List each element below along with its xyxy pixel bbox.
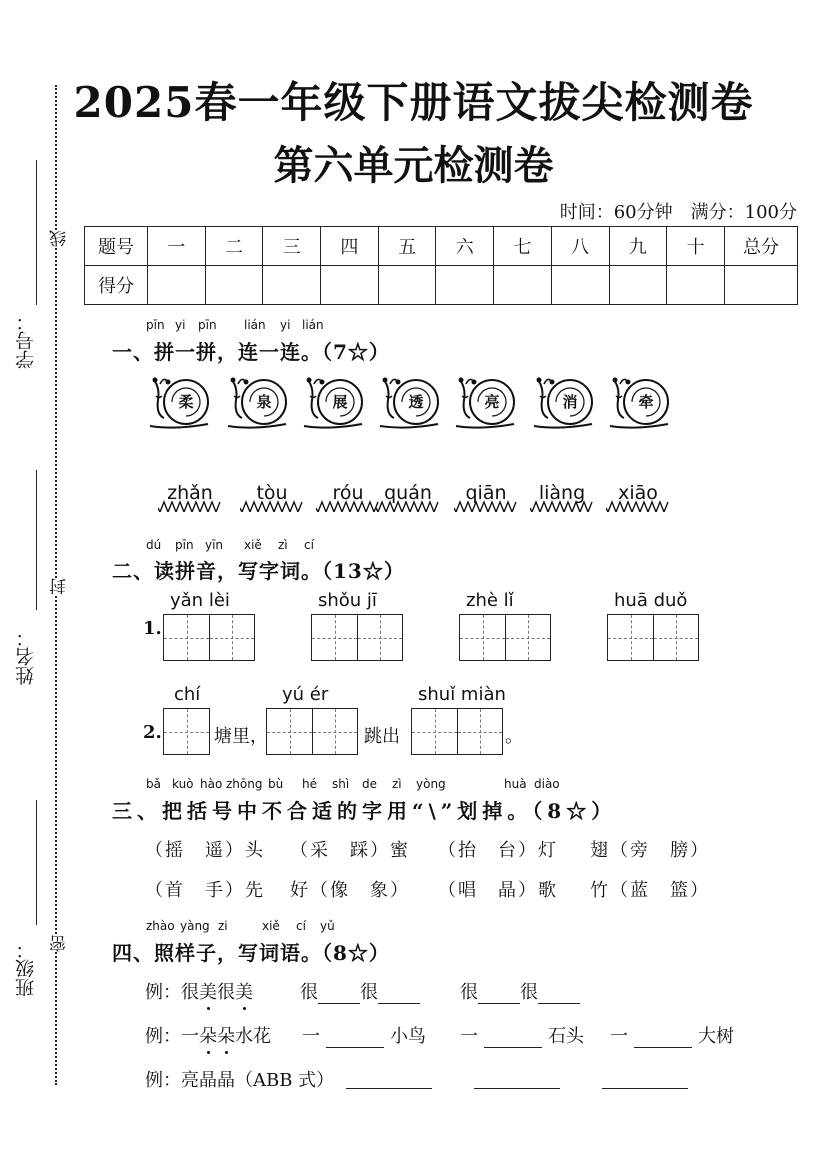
grid-pinyin-shouji: shǒu jī — [318, 590, 377, 611]
choice-item[interactable]: 竹（蓝 篮） — [590, 880, 710, 901]
grass-icon — [158, 500, 222, 512]
sec4-pinyin: zhào — [146, 919, 175, 933]
fill-hen-2[interactable]: 很 很 — [460, 978, 580, 1004]
column-5: 五 — [378, 227, 436, 266]
sec3-pinyin: hào — [200, 777, 223, 791]
example-1: 例：很美很美 — [145, 982, 253, 1003]
score-cell[interactable] — [321, 266, 379, 305]
column-3: 三 — [263, 227, 321, 266]
choice-item[interactable]: （首 手）先 — [145, 880, 265, 901]
writing-grid-shuimian[interactable] — [411, 708, 503, 755]
pinyin-option[interactable]: qiān — [465, 482, 507, 504]
pinyin-option[interactable]: róu — [332, 482, 364, 504]
class-label: 班级： — [15, 940, 37, 997]
pinyin-option[interactable]: xiāo — [618, 482, 658, 504]
score-cell[interactable] — [378, 266, 436, 305]
snail-character: 展 — [332, 393, 348, 411]
score-cell-total[interactable] — [725, 266, 798, 305]
grass-icon — [240, 500, 304, 512]
column-4: 四 — [321, 227, 379, 266]
snail-char-card[interactable] — [224, 374, 290, 430]
grid-pinyin-yuer: yú ér — [282, 684, 329, 705]
fill-hen-1[interactable]: 很 很 — [300, 978, 420, 1004]
snail-char-card[interactable] — [146, 374, 212, 430]
sec2-pinyin: dú — [146, 538, 162, 552]
writing-grid-shouji[interactable] — [311, 614, 403, 661]
seal-char-secret: 密 — [47, 935, 72, 952]
grid-pinyin-zheli: zhè lǐ — [466, 590, 514, 611]
name-write-line[interactable] — [36, 470, 37, 610]
student-id-label: 学号： — [15, 312, 37, 369]
sec2-pinyin: zì — [278, 538, 288, 552]
abb-blank-1[interactable] — [346, 1068, 432, 1089]
seal-char-line: 线 — [47, 230, 72, 247]
text-period: 。 — [505, 726, 523, 747]
writing-grid-yuer[interactable] — [266, 708, 358, 755]
score-cell[interactable] — [667, 266, 725, 305]
column-9: 九 — [609, 227, 667, 266]
sec4-pinyin: zi — [218, 919, 228, 933]
sec3-pinyin: bù — [268, 777, 284, 791]
snail-character: 牵 — [638, 393, 654, 411]
sec3-pinyin: de — [362, 777, 377, 791]
column-8: 八 — [551, 227, 609, 266]
pinyin-option[interactable]: tòu — [256, 482, 288, 504]
snail-character: 柔 — [178, 393, 194, 411]
sec3-pinyin: bǎ — [146, 777, 161, 791]
section-3-heading: 三、把括号中不合适的字用“\”划掉。（8☆） — [112, 799, 617, 823]
class-write-line[interactable] — [36, 800, 37, 925]
sec2-pinyin: cí — [304, 538, 314, 552]
name-label: 姓名： — [15, 628, 37, 685]
writing-grid-huaduo[interactable] — [607, 614, 699, 661]
choice-item[interactable]: （摇 遥）头 — [145, 840, 265, 861]
pinyin-option[interactable]: zhǎn — [167, 482, 213, 504]
score-cell[interactable] — [551, 266, 609, 305]
sec4-pinyin: cí — [296, 919, 306, 933]
sec3-pinyin: hé — [302, 777, 317, 791]
score-row — [85, 266, 798, 305]
score-cell[interactable] — [148, 266, 206, 305]
time-score-info: 时间：60分钟 满分：100分 — [559, 202, 797, 223]
sec3-pinyin: zhōng — [226, 777, 263, 791]
grass-icon — [454, 500, 518, 512]
sec1-pinyin: pīn — [198, 318, 217, 332]
column-7: 七 — [494, 227, 552, 266]
sec3-pinyin: huà — [504, 777, 527, 791]
column-10: 十 — [667, 227, 725, 266]
score-cell[interactable] — [609, 266, 667, 305]
sec3-pinyin: diào — [534, 777, 560, 791]
column-1: 一 — [148, 227, 206, 266]
section-4-heading: 四、照样子，写词语。（8☆） — [112, 941, 390, 965]
sec3-pinyin: zì — [392, 777, 402, 791]
sec1-pinyin: lián — [302, 318, 324, 332]
sec2-pinyin: xiě — [244, 538, 262, 552]
sec3-pinyin: kuò — [172, 777, 194, 791]
question-number-header: 题号 — [85, 227, 148, 266]
score-cell[interactable] — [436, 266, 494, 305]
snail-character: 泉 — [256, 393, 272, 411]
item-1-number: 1. — [143, 618, 162, 639]
sec3-pinyin: shì — [332, 777, 350, 791]
score-header: 得分 — [85, 266, 148, 305]
example-2: 例：一朵朵水花 — [145, 1026, 271, 1047]
choice-item[interactable]: （抬 台）灯 — [438, 840, 558, 861]
snail-character: 透 — [408, 393, 424, 411]
sec4-pinyin: yàng — [180, 919, 210, 933]
item-2-number: 2. — [143, 722, 162, 743]
column-total: 总分 — [725, 227, 798, 266]
grid-pinyin-shuimian: shuǐ miàn — [418, 684, 506, 705]
sec1-pinyin: yi — [280, 318, 291, 332]
column-2: 二 — [205, 227, 263, 266]
choice-item[interactable]: （唱 晶）歌 — [438, 880, 558, 901]
snail-char-card[interactable] — [376, 374, 442, 430]
grass-icon — [316, 500, 380, 512]
writing-grid-chi[interactable] — [163, 708, 210, 755]
fill-shitou[interactable]: 一 石头 — [460, 1026, 584, 1047]
abb-blank-2[interactable] — [474, 1068, 560, 1089]
writing-grid-zheli[interactable] — [459, 614, 551, 661]
grass-icon — [530, 500, 594, 512]
section-2-heading: 二、读拼音，写字词。（13☆） — [112, 559, 405, 583]
snail-character: 亮 — [484, 393, 500, 411]
fill-xiaoniao[interactable]: 一 小鸟 — [302, 1026, 426, 1047]
column-6: 六 — [436, 227, 494, 266]
sec2-pinyin: pīn — [175, 538, 194, 552]
sec4-pinyin: xiě — [262, 919, 280, 933]
sec2-pinyin: yīn — [205, 538, 224, 552]
seal-char-seal: 封 — [47, 578, 72, 595]
sec3-pinyin: yòng — [416, 777, 446, 791]
score-cell[interactable] — [263, 266, 321, 305]
text-tangli: 塘里， — [214, 726, 268, 747]
section-1-heading: 一、拼一拼，连一连。（7☆） — [112, 340, 390, 364]
sec4-pinyin: yǔ — [320, 919, 335, 933]
grid-pinyin-chi: chí — [174, 684, 201, 705]
snail-char-card[interactable] — [300, 374, 366, 430]
sec1-pinyin: lián — [244, 318, 266, 332]
example-3: 例：亮晶晶（ABB 式） — [145, 1070, 335, 1091]
writing-grid-yanlei[interactable] — [163, 614, 255, 661]
exam-title: 2025春一年级下册语文拔尖检测卷 — [73, 78, 754, 127]
choice-item[interactable]: 翅（旁 膀） — [590, 840, 710, 861]
sec1-pinyin: yi — [175, 318, 186, 332]
grass-icon — [376, 500, 440, 512]
pinyin-option[interactable]: liàng — [538, 482, 586, 504]
exam-subtitle: 第六单元检测卷 — [273, 142, 554, 189]
score-cell[interactable] — [494, 266, 552, 305]
fill-dashu[interactable]: 一 大树 — [610, 1026, 734, 1047]
choice-item[interactable]: 好（像 象） — [290, 880, 410, 901]
score-table — [84, 226, 798, 305]
grid-pinyin-yanlei: yǎn lèi — [170, 590, 230, 611]
choice-item[interactable]: （采 踩）蜜 — [290, 840, 410, 861]
pinyin-option[interactable]: quán — [384, 482, 432, 504]
grid-pinyin-huaduo: huā duǒ — [614, 590, 688, 611]
snail-char-card[interactable] — [606, 374, 672, 430]
question-number-row — [85, 227, 798, 266]
grass-icon — [606, 500, 670, 512]
score-cell[interactable] — [205, 266, 263, 305]
snail-char-card[interactable] — [530, 374, 596, 430]
snail-char-card[interactable] — [452, 374, 518, 430]
sec1-pinyin: pīn — [146, 318, 165, 332]
snail-character: 消 — [562, 393, 578, 411]
text-tiaochu: 跳出 — [364, 726, 400, 747]
abb-blank-3[interactable] — [602, 1068, 688, 1089]
